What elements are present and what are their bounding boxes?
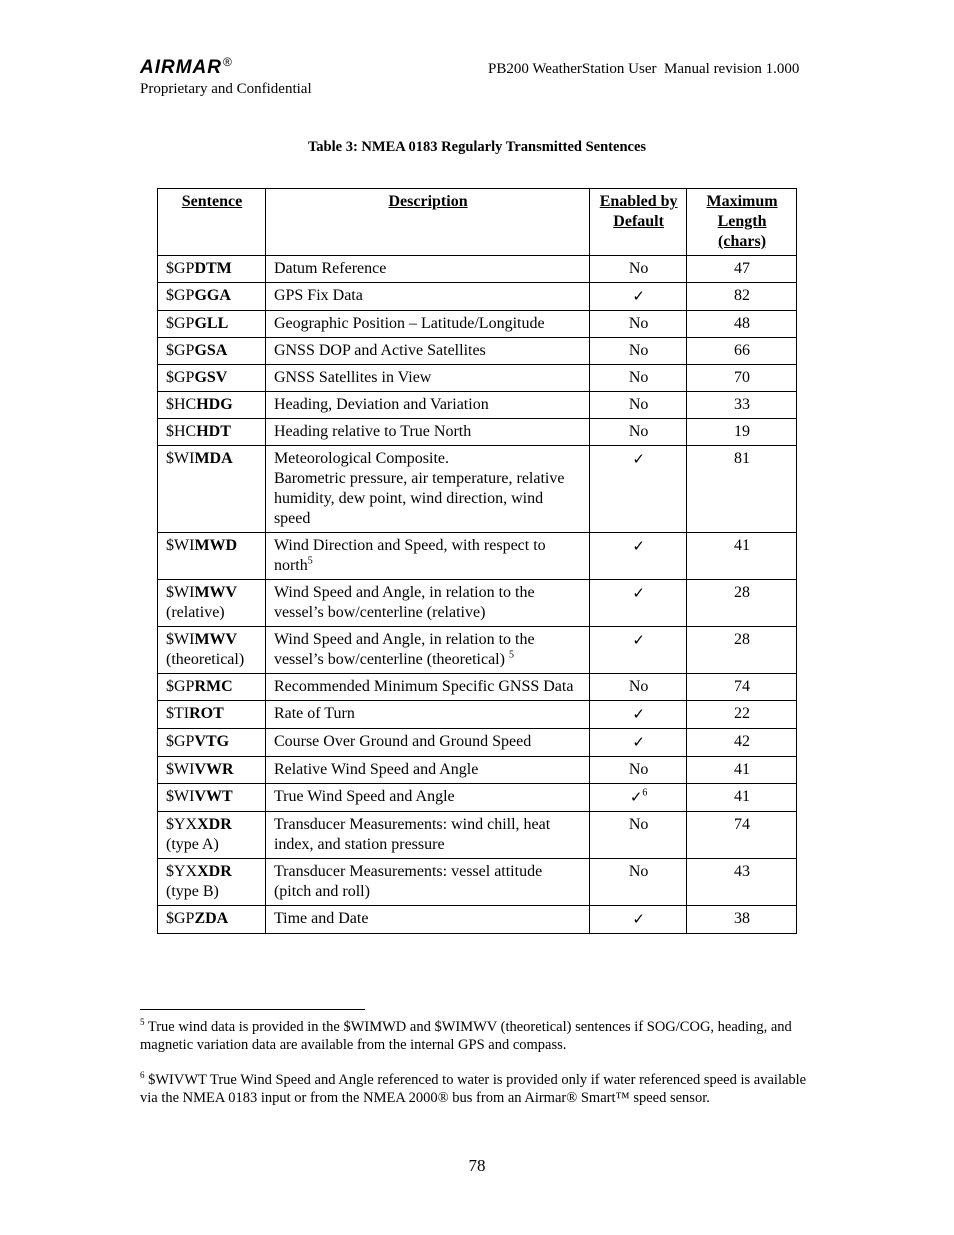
sentence-code: HDG [196,396,233,413]
description-text: Recommended Minimum Specific GNSS Data [273,678,574,695]
sentence-prefix: $YX [166,863,198,880]
sentence-code: MWD [194,537,238,554]
description-cell [265,580,589,627]
footnote-text: True wind data is provided in the $WIMWD and $WIMWV (theoretical) sentences if SOG/COG, heading, and magnetic variation data are available from the internal GPS and compass. [140,1019,792,1053]
sentence-cell [158,256,266,283]
sentence-cell [158,365,266,392]
description-text: GNSS DOP and Active Satellites [273,342,486,359]
enabled-cell [590,701,687,729]
sentence-prefix: $WI [166,450,195,467]
sentence-cell [158,338,266,365]
enabled-cell [590,859,687,906]
description-cell [265,533,589,580]
description-text: Relative Wind Speed and Angle [273,761,479,778]
max-length-cell: 41 [687,784,797,812]
nmea-sentences-table [157,188,797,934]
enabled-value: No [628,678,649,695]
enabled-value: No [628,761,649,778]
column-header-sentence: Sentence [158,189,266,256]
checkmark-icon: ✓ [632,631,645,649]
enabled-value: No [628,863,649,880]
description-text: Geographic Position – Latitude/Longitude [273,315,545,332]
footnote-ref: 6 [642,787,648,799]
max-length-cell: 74 [687,674,797,701]
enabled-cell [590,674,687,701]
table-row [158,392,797,419]
description-text: Time and Date [273,910,369,927]
max-length-cell: 66 [687,338,797,365]
enabled-value: No [628,369,649,386]
enabled-cell [590,311,687,338]
footnote-6 [140,1071,820,1107]
description-text: Transducer Measurements: wind chill, heat index, and station pressure [273,816,551,853]
sentence-prefix: $WI [166,584,195,601]
description-cell [265,812,589,859]
checkmark-icon: ✓ [629,788,643,806]
description-text: Heading relative to True North [273,423,472,440]
sentence-prefix: $WI [166,537,195,554]
sentence-prefix: $YX [166,816,198,833]
sentence-cell [158,533,266,580]
enabled-cell [590,392,687,419]
table-row [158,729,797,757]
enabled-cell [590,784,687,812]
footnote-ref: 5 [508,649,514,661]
sentence-variant: (relative) [166,604,225,621]
checkmark-icon: ✓ [632,733,645,751]
footnote-divider [140,1009,365,1010]
sentence-cell [158,446,266,533]
description-cell [265,627,589,674]
sentence-code: MWV [194,631,238,648]
registered-mark: ® [223,55,233,69]
enabled-value: No [628,260,649,277]
description-cell [265,906,589,934]
sentence-variant: (theoretical) [166,651,245,668]
sentence-cell [158,392,266,419]
table-row [158,338,797,365]
sentence-cell [158,757,266,784]
sentence-prefix: $HC [166,423,197,440]
enabled-cell [590,627,687,674]
description-text: Wind Speed and Angle, in relation to the vessel’s bow/centerline (theoretical) [273,631,535,668]
max-length-cell: 28 [687,580,797,627]
sentence-prefix: $GP [166,287,195,304]
description-cell [265,674,589,701]
sentence-code: VWT [194,788,233,805]
footnote-mark: 6 [140,1070,145,1081]
enabled-cell [590,446,687,533]
sentence-prefix: $GP [166,678,195,695]
sentence-code: VTG [194,733,230,750]
enabled-cell [590,729,687,757]
description-text: Transducer Measurements: vessel attitude (pitch and roll) [273,863,543,900]
sentence-code: HDT [196,423,231,440]
enabled-cell [590,419,687,446]
sentence-cell [158,729,266,757]
enabled-cell [590,906,687,934]
enabled-cell [590,533,687,580]
description-cell [265,701,589,729]
description-cell [265,784,589,812]
sentence-cell [158,906,266,934]
sentence-code: RMC [194,678,233,695]
description-cell [265,392,589,419]
sentence-prefix: $GP [166,315,195,332]
description-text: Course Over Ground and Ground Speed [273,733,532,750]
table-row [158,256,797,283]
footnote-mark: 5 [140,1017,145,1028]
max-length-cell: 22 [687,701,797,729]
column-header-description: Description [265,189,589,256]
table-row [158,784,797,812]
max-length-cell: 43 [687,859,797,906]
table-row [158,311,797,338]
sentence-code: GSA [194,342,228,359]
enabled-value: No [628,315,649,332]
footnote-5 [140,1018,820,1054]
table-caption: Table 3: NMEA 0183 Regularly Transmitted Sentences [307,139,647,155]
table-row [158,446,797,533]
footnote-text: $WIVWT True Wind Speed and Angle referenced to water is provided only if water referenced speed is available via the NMEA 0183 input or from the NMEA 2000® bus from an Airmar® Smart™ speed sensor. [140,1072,807,1106]
description-cell [265,729,589,757]
enabled-value: No [628,423,649,440]
sentence-variant: (type B) [166,883,219,900]
checkmark-icon: ✓ [632,910,645,928]
enabled-value: No [628,396,649,413]
enabled-cell [590,338,687,365]
sentence-code: GLL [194,315,229,332]
table-row [158,674,797,701]
checkmark-icon: ✓ [632,287,645,305]
column-header-max-length: Maximum Length (chars) [687,189,797,256]
description-text: GPS Fix Data [273,287,363,304]
description-cell [265,859,589,906]
table-body [158,256,797,934]
table-row [158,419,797,446]
max-length-cell: 19 [687,419,797,446]
document-title: PB200 WeatherStation User Manual revision 1.000 [488,61,800,77]
table-row [158,812,797,859]
sentence-prefix: $HC [166,396,197,413]
sentence-cell [158,311,266,338]
description-text: True Wind Speed and Angle [273,788,455,805]
description-cell [265,283,589,311]
enabled-cell [590,580,687,627]
enabled-cell [590,283,687,311]
sentence-code: GSV [194,369,228,386]
description-cell [265,365,589,392]
sentence-cell [158,419,266,446]
checkmark-icon: ✓ [632,450,645,468]
sentence-prefix: $GP [166,733,195,750]
table-row [158,859,797,906]
sentence-prefix: $GP [166,910,195,927]
description-cell [265,446,589,533]
sentence-cell [158,784,266,812]
confidential-label: Proprietary and Confidential [140,81,312,97]
checkmark-icon: ✓ [632,584,645,602]
sentence-prefix: $TI [166,705,190,722]
airmar-logo [140,57,233,79]
sentence-prefix: $GP [166,260,195,277]
max-length-cell: 33 [687,392,797,419]
sentence-variant: (type A) [166,836,219,853]
enabled-cell [590,256,687,283]
sentence-cell [158,627,266,674]
description-text: Meteorological Composite. Barometric pressure, air temperature, relative humidity, dew point, wind direction, wind speed [273,450,565,527]
description-text: Rate of Turn [273,705,355,722]
enabled-value: No [628,342,649,359]
checkmark-icon: ✓ [632,537,645,555]
enabled-value: No [628,816,649,833]
max-length-cell: 70 [687,365,797,392]
sentence-prefix: $WI [166,761,195,778]
description-cell [265,338,589,365]
table-row [158,533,797,580]
table-row [158,580,797,627]
description-cell [265,256,589,283]
max-length-cell: 74 [687,812,797,859]
sentence-prefix: $WI [166,631,195,648]
sentence-cell [158,701,266,729]
sentence-cell [158,812,266,859]
description-cell [265,311,589,338]
table-row [158,757,797,784]
sentence-code: ROT [189,705,224,722]
max-length-cell: 42 [687,729,797,757]
description-cell [265,757,589,784]
max-length-cell: 82 [687,283,797,311]
sentence-code: ZDA [194,910,229,927]
sentence-prefix: $GP [166,342,195,359]
column-header-enabled: Enabled by Default [590,189,687,256]
description-text: Wind Speed and Angle, in relation to the vessel’s bow/centerline (relative) [273,584,535,621]
max-length-cell: 81 [687,446,797,533]
max-length-cell: 41 [687,533,797,580]
description-text: GNSS Satellites in View [273,369,432,386]
sentence-cell [158,283,266,311]
sentence-code: DTM [194,260,232,277]
sentence-prefix: $GP [166,369,195,386]
sentence-code: GGA [194,287,231,304]
sentence-code: XDR [197,816,232,833]
description-text: Heading, Deviation and Variation [273,396,489,413]
description-text: Datum Reference [273,260,387,277]
description-cell [265,419,589,446]
enabled-cell [590,757,687,784]
table-row [158,627,797,674]
sentence-cell [158,674,266,701]
sentence-cell [158,859,266,906]
sentence-code: VWR [194,761,234,778]
enabled-cell [590,365,687,392]
max-length-cell: 48 [687,311,797,338]
max-length-cell: 38 [687,906,797,934]
table-header-row [158,189,797,256]
checkmark-icon: ✓ [632,705,645,723]
sentence-prefix: $WI [166,788,195,805]
sentence-cell [158,580,266,627]
footnote-ref: 5 [307,555,313,567]
page-number: 78 [468,1156,486,1175]
sentence-code: XDR [197,863,232,880]
table-row [158,283,797,311]
sentence-code: MDA [194,450,233,467]
table-row [158,701,797,729]
max-length-cell: 41 [687,757,797,784]
max-length-cell: 47 [687,256,797,283]
logo-text: AIRMAR [140,57,222,78]
table-row [158,906,797,934]
table-row [158,365,797,392]
max-length-cell: 28 [687,627,797,674]
enabled-cell [590,812,687,859]
description-text: Wind Direction and Speed, with respect to north [273,537,546,574]
sentence-code: MWV [194,584,238,601]
